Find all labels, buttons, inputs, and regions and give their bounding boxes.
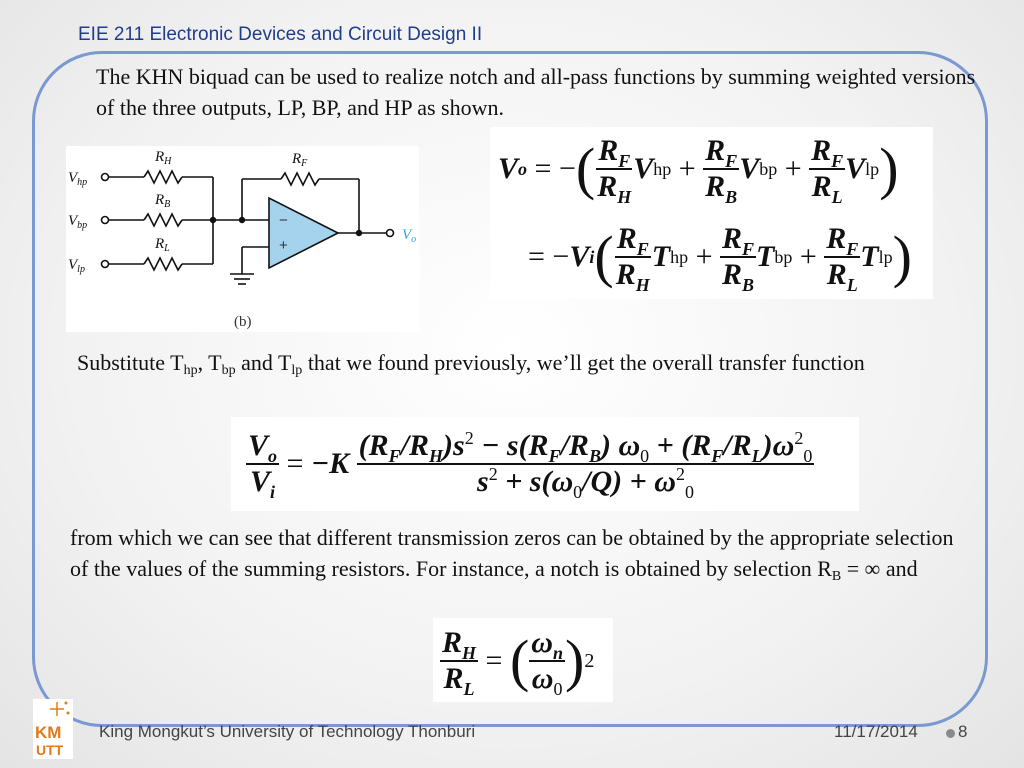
svg-text:UTT: UTT <box>36 742 64 758</box>
slide-title: EIE 211 Electronic Devices and Circuit Design II <box>78 24 483 45</box>
vlp-terminal <box>102 261 109 268</box>
slide-number: 8 <box>958 722 968 741</box>
input-label-lp: $V_{lp}$ <box>68 257 85 275</box>
summing-circuit-diagram <box>66 146 419 332</box>
circuit-caption: (b) <box>234 314 252 330</box>
input-label-hp: $V_{hp}$ <box>68 170 88 188</box>
resistor-rl <box>144 258 182 270</box>
resistor-label-rf: $R_F$ <box>292 151 308 169</box>
opamp-triangle <box>269 198 338 268</box>
resistor-rf <box>281 173 319 185</box>
footer-separator-dot <box>946 729 955 738</box>
substitute-paragraph: Substitute $T_{hp}$, $T_{bp}$ and $T_{lp}$ that we found previously, we’ll get the overall transfer function <box>77 350 865 378</box>
resistor-rb <box>144 214 182 226</box>
footer-institution: King Mongkut’s University of Technology Thonburi <box>99 722 476 741</box>
resistor-label-rh: $R_H$ <box>155 149 172 167</box>
opamp-plus: + <box>279 237 288 254</box>
intro-paragraph: The KHN biquad can be used to realize notch and all-pass functions by summing weighted versions of the three outputs, LP, BP, and HP as shown. <box>96 64 976 120</box>
kmutt-logo <box>33 699 73 759</box>
resistor-label-rl: $R_L$ <box>155 236 170 254</box>
equation-notch-condition: $\frac{R_H}{R_L}$ = ( $\frac{\omega_n}{\omega_0}$ ) 2 <box>442 626 595 699</box>
resistor-rh <box>144 171 182 183</box>
equation-transfer-function: $\frac{V_o}{V_i}$ = −K $\frac{(R_F/R_H)s^2 - s(R_F/R_B) \omega_0 + (R_F/R_L)\omega^2_0}{s^2 + s(\omega_0/Q) + \omega^2_0}$ <box>248 428 813 502</box>
notch-paragraph: from which we can see that different transmission zeros can be obtained by the appropriate selection of the values of the summing resistors. For instance, a notch is obtained by selection $R_B$ = ∞ and <box>70 525 954 584</box>
vbp-terminal <box>102 217 109 224</box>
vo-terminal <box>387 230 394 237</box>
input-label-bp: $V_{bp}$ <box>68 213 88 231</box>
opamp-minus: − <box>279 212 288 229</box>
svg-text:KM: KM <box>35 723 62 742</box>
footer-date: 11/17/2014 <box>834 722 918 741</box>
resistor-label-rb: $R_B$ <box>155 192 171 210</box>
output-label: $V_o$ <box>402 227 417 245</box>
vhp-terminal <box>102 174 109 181</box>
